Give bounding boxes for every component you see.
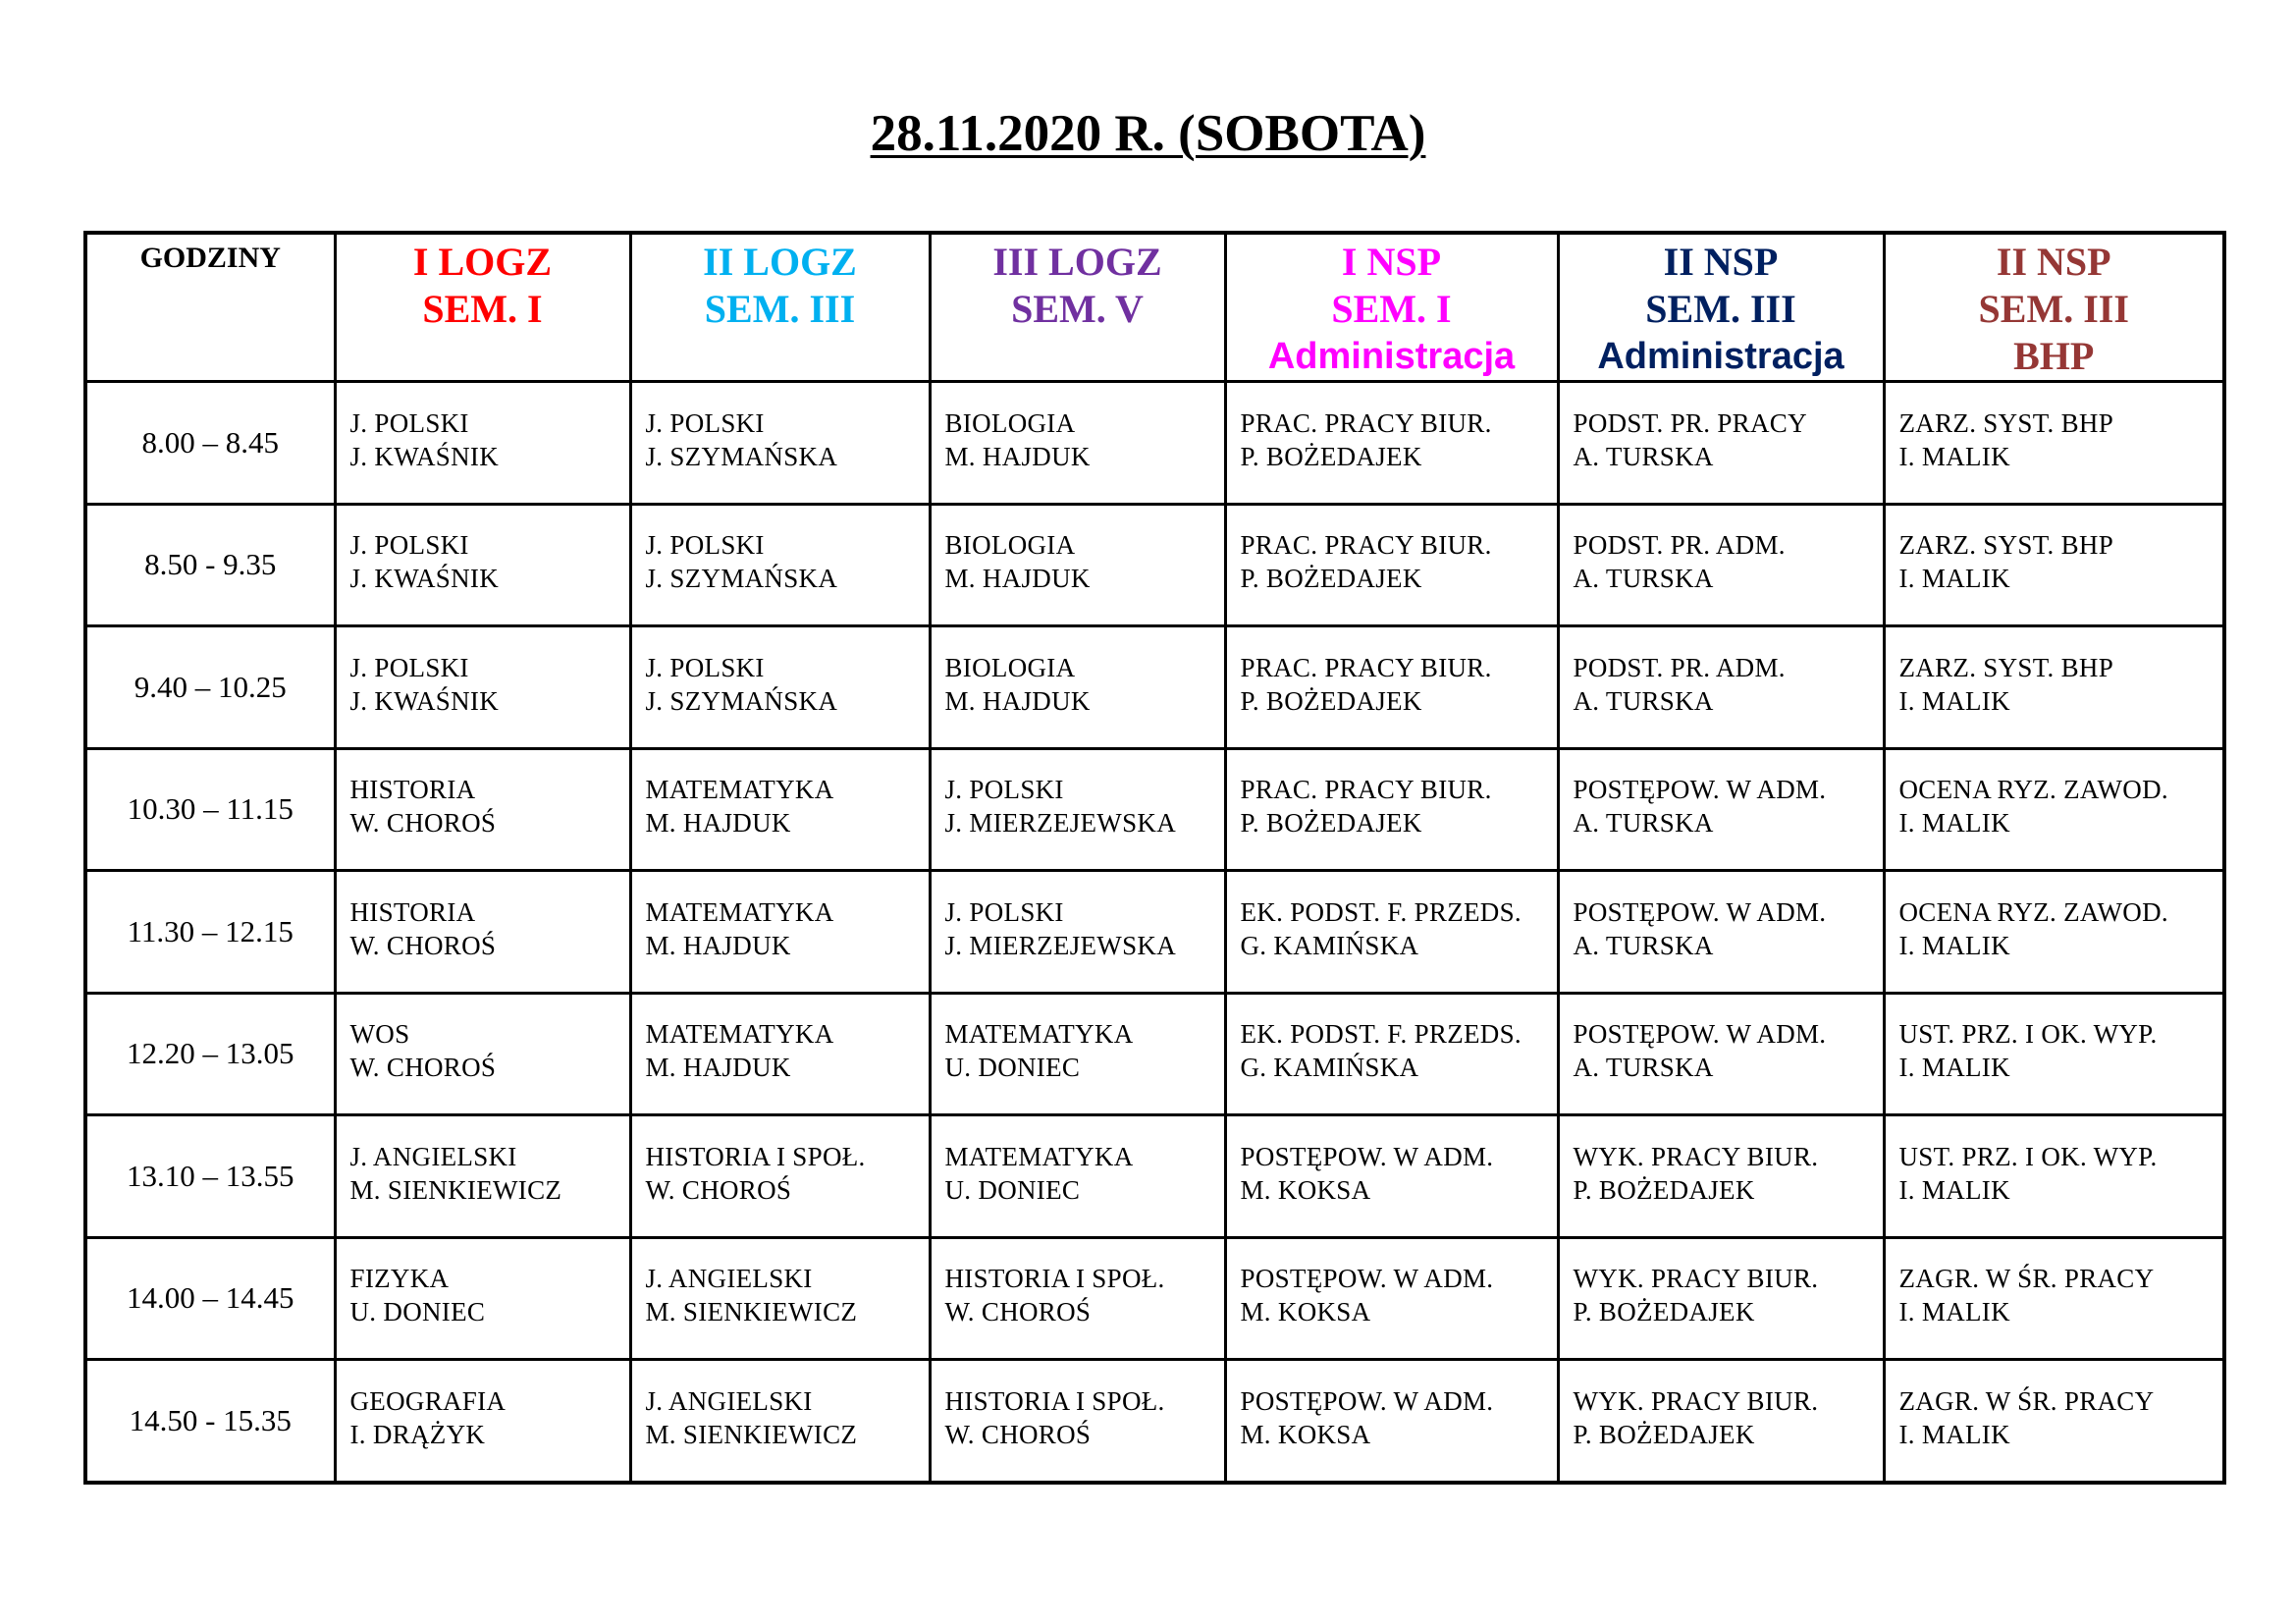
group-name: II NSP [1663, 240, 1779, 284]
schedule-row [85, 626, 2224, 749]
teacher-name: W. CHOROŚ [645, 1174, 792, 1205]
subject-name: J. POLSKI [349, 652, 469, 682]
time-slot: 11.30 – 12.15 [85, 871, 335, 994]
teacher-name: M. HAJDUK [645, 1053, 791, 1083]
teacher-name: A. TURSKA [1573, 564, 1714, 594]
lesson-cell [1884, 626, 2224, 749]
lesson-cell [1558, 382, 1884, 505]
subject-name: PODST. PR. PRACY [1573, 407, 1807, 438]
teacher-name: I. MALIK [1898, 441, 2010, 471]
subject-name: PODST. PR. ADM. [1573, 530, 1786, 561]
subject-name: WYK. PRACY BIUR. [1573, 1141, 1819, 1171]
lesson-cell [630, 626, 930, 749]
subject-name: GEOGRAFIA [349, 1386, 507, 1417]
group-name: III LOGZ [992, 240, 1162, 284]
subject-name: WOS [349, 1019, 410, 1050]
teacher-name: I. MALIK [1898, 564, 2010, 594]
teacher-name: M. KOKSA [1240, 1174, 1371, 1205]
group-header [335, 233, 630, 382]
teacher-name: M. HAJDUK [944, 441, 1091, 471]
lesson-cell [1558, 1115, 1884, 1238]
lesson-cell [335, 748, 630, 871]
lesson-cell [1884, 993, 2224, 1115]
lesson-cell [1225, 1360, 1558, 1483]
schedule-row [85, 504, 2224, 626]
subject-name: J. ANGIELSKI [349, 1141, 517, 1171]
subject-name: MATEMATYKA [944, 1141, 1134, 1171]
teacher-name: A. TURSKA [1573, 1053, 1714, 1083]
subject-name: UST. PRZ. I OK. WYP. [1898, 1019, 2158, 1050]
group-name: II LOGZ [703, 240, 857, 284]
lesson-cell [930, 993, 1225, 1115]
subject-name: J. POLSKI [349, 530, 469, 561]
hours-header: GODZINY [85, 233, 335, 382]
teacher-name: I. MALIK [1898, 1053, 2010, 1083]
group-specialization: Administracja [1597, 336, 1844, 377]
subject-name: WYK. PRACY BIUR. [1573, 1264, 1819, 1294]
teacher-name: J. KWAŚNIK [349, 441, 499, 471]
lesson-cell [1884, 748, 2224, 871]
lesson-cell [1558, 626, 1884, 749]
group-name: I NSP [1341, 240, 1442, 284]
lesson-cell [630, 748, 930, 871]
teacher-name: W. CHOROŚ [944, 1420, 1092, 1450]
subject-name: UST. PRZ. I OK. WYP. [1898, 1141, 2158, 1171]
teacher-name: I. MALIK [1898, 1174, 2010, 1205]
subject-name: J. POLSKI [944, 775, 1064, 805]
teacher-name: U. DONIEC [944, 1174, 1081, 1205]
teacher-name: P. BOŻEDAJEK [1573, 1174, 1755, 1205]
lesson-cell [1225, 504, 1558, 626]
subject-name: J. POLSKI [645, 530, 765, 561]
lesson-cell [930, 1360, 1225, 1483]
subject-name: HISTORIA I SPOŁ. [944, 1264, 1165, 1294]
subject-name: EK. PODST. F. PRZEDS. [1240, 1019, 1522, 1050]
lesson-cell [1225, 382, 1558, 505]
subject-name: PODST. PR. ADM. [1573, 652, 1786, 682]
time-slot: 9.40 – 10.25 [85, 626, 335, 749]
time-slot: 10.30 – 11.15 [85, 748, 335, 871]
teacher-name: U. DONIEC [944, 1053, 1081, 1083]
teacher-name: A. TURSKA [1573, 685, 1714, 716]
teacher-name: A. TURSKA [1573, 441, 1714, 471]
lesson-cell [335, 626, 630, 749]
teacher-name: P. BOŻEDAJEK [1240, 685, 1422, 716]
subject-name: MATEMATYKA [645, 775, 834, 805]
teacher-name: W. CHOROŚ [349, 808, 497, 839]
subject-name: J. POLSKI [349, 407, 469, 438]
group-name: II NSP [1996, 240, 2111, 284]
lesson-cell [1884, 1115, 2224, 1238]
lesson-cell [1884, 504, 2224, 626]
schedule-table [83, 231, 2226, 1485]
lesson-cell [1225, 993, 1558, 1115]
subject-name: PRAC. PRACY BIUR. [1240, 775, 1492, 805]
subject-name: PRAC. PRACY BIUR. [1240, 652, 1492, 682]
subject-name: ZARZ. SYST. BHP [1898, 652, 2114, 682]
teacher-name: M. HAJDUK [944, 564, 1091, 594]
lesson-cell [630, 1360, 930, 1483]
time-slot: 8.00 – 8.45 [85, 382, 335, 505]
teacher-name: J. SZYMAŃSKA [645, 564, 838, 594]
subject-name: ZARZ. SYST. BHP [1898, 407, 2114, 438]
lesson-cell [630, 382, 930, 505]
group-semester: SEM. III [1978, 287, 2129, 331]
lesson-cell [1558, 504, 1884, 626]
lesson-cell [630, 1115, 930, 1238]
header-row [85, 233, 2224, 382]
lesson-cell [1884, 382, 2224, 505]
lesson-cell [1558, 1237, 1884, 1360]
subject-name: MATEMATYKA [645, 1019, 834, 1050]
lesson-cell [930, 1237, 1225, 1360]
teacher-name: J. SZYMAŃSKA [645, 441, 838, 471]
page-title-text: 28.11.2020 R. (SOBOTA) [870, 105, 1426, 162]
subject-name: ZAGR. W ŚR. PRACY [1898, 1386, 2155, 1417]
subject-name: J. ANGIELSKI [645, 1264, 813, 1294]
teacher-name: J. KWAŚNIK [349, 685, 499, 716]
group-semester: SEM. III [1645, 287, 1796, 331]
group-name: I LOGZ [412, 240, 553, 284]
schedule-row [85, 993, 2224, 1115]
group-semester: SEM. III [704, 287, 856, 331]
lesson-cell [1558, 871, 1884, 994]
teacher-name: P. BOŻEDAJEK [1240, 564, 1422, 594]
subject-name: J. POLSKI [645, 652, 765, 682]
subject-name: HISTORIA [349, 896, 476, 927]
teacher-name: M. KOKSA [1240, 1297, 1371, 1327]
lesson-cell [930, 504, 1225, 626]
teacher-name: W. CHOROŚ [349, 1053, 497, 1083]
lesson-cell [1884, 1237, 2224, 1360]
teacher-name: J. SZYMAŃSKA [645, 685, 838, 716]
lesson-cell [335, 504, 630, 626]
teacher-name: P. BOŻEDAJEK [1240, 441, 1422, 471]
subject-name: OCENA RYZ. ZAWOD. [1898, 775, 2168, 805]
lesson-cell [1225, 626, 1558, 749]
teacher-name: P. BOŻEDAJEK [1240, 808, 1422, 839]
lesson-cell [335, 871, 630, 994]
group-header [930, 233, 1225, 382]
lesson-cell [335, 1360, 630, 1483]
subject-name: J. POLSKI [944, 896, 1064, 927]
time-slot: 8.50 - 9.35 [85, 504, 335, 626]
subject-name: POSTĘPOW. W ADM. [1573, 1019, 1827, 1050]
teacher-name: I. MALIK [1898, 930, 2010, 960]
teacher-name: M. HAJDUK [645, 808, 791, 839]
lesson-cell [1225, 871, 1558, 994]
teacher-name: G. KAMIŃSKA [1240, 930, 1419, 960]
subject-name: POSTĘPOW. W ADM. [1240, 1141, 1494, 1171]
group-semester: SEM. I [1331, 287, 1452, 331]
subject-name: HISTORIA I SPOŁ. [944, 1386, 1165, 1417]
lesson-cell [630, 1237, 930, 1360]
group-specialization: BHP [2013, 334, 2095, 378]
time-slot: 12.20 – 13.05 [85, 993, 335, 1115]
subject-name: BIOLOGIA [944, 530, 1076, 561]
group-header [1225, 233, 1558, 382]
teacher-name: M. KOKSA [1240, 1420, 1371, 1450]
subject-name: POSTĘPOW. W ADM. [1573, 896, 1827, 927]
subject-name: EK. PODST. F. PRZEDS. [1240, 896, 1522, 927]
teacher-name: P. BOŻEDAJEK [1573, 1420, 1755, 1450]
subject-name: FIZYKA [349, 1264, 450, 1294]
lesson-cell [335, 382, 630, 505]
lesson-cell [335, 1237, 630, 1360]
teacher-name: I. MALIK [1898, 1297, 2010, 1327]
subject-name: PRAC. PRACY BIUR. [1240, 407, 1492, 438]
subject-name: HISTORIA [349, 775, 476, 805]
lesson-cell [630, 504, 930, 626]
subject-name: OCENA RYZ. ZAWOD. [1898, 896, 2168, 927]
teacher-name: I. DRĄŻYK [349, 1420, 486, 1450]
time-slot: 14.50 - 15.35 [85, 1360, 335, 1483]
teacher-name: I. MALIK [1898, 808, 2010, 839]
time-slot: 13.10 – 13.55 [85, 1115, 335, 1238]
teacher-name: M. SIENKIEWICZ [349, 1174, 562, 1205]
subject-name: ZAGR. W ŚR. PRACY [1898, 1264, 2155, 1294]
teacher-name: M. SIENKIEWICZ [645, 1420, 858, 1450]
teacher-name: A. TURSKA [1573, 930, 1714, 960]
lesson-cell [930, 871, 1225, 994]
lesson-cell [335, 993, 630, 1115]
subject-name: MATEMATYKA [944, 1019, 1134, 1050]
subject-name: PRAC. PRACY BIUR. [1240, 530, 1492, 561]
lesson-cell [930, 1115, 1225, 1238]
teacher-name: P. BOŻEDAJEK [1573, 1297, 1755, 1327]
teacher-name: W. CHOROŚ [349, 930, 497, 960]
schedule-row [85, 382, 2224, 505]
subject-name: HISTORIA I SPOŁ. [645, 1141, 866, 1171]
lesson-cell [1558, 748, 1884, 871]
subject-name: ZARZ. SYST. BHP [1898, 530, 2114, 561]
lesson-cell [630, 871, 930, 994]
teacher-name: J. MIERZEJEWSKA [944, 808, 1176, 839]
teacher-name: M. HAJDUK [645, 930, 791, 960]
subject-name: J. POLSKI [645, 407, 765, 438]
lesson-cell [1225, 1237, 1558, 1360]
subject-name: MATEMATYKA [645, 896, 834, 927]
lesson-cell [1225, 748, 1558, 871]
lesson-cell [335, 1115, 630, 1238]
lesson-cell [930, 382, 1225, 505]
lesson-cell [930, 748, 1225, 871]
teacher-name: U. DONIEC [349, 1297, 486, 1327]
subject-name: POSTĘPOW. W ADM. [1240, 1386, 1494, 1417]
lesson-cell [1884, 871, 2224, 994]
lesson-cell [930, 626, 1225, 749]
group-header [1884, 233, 2224, 382]
lesson-cell [1884, 1360, 2224, 1483]
teacher-name: M. HAJDUK [944, 685, 1091, 716]
schedule-row [85, 1115, 2224, 1238]
schedule-row [85, 1237, 2224, 1360]
subject-name: WYK. PRACY BIUR. [1573, 1386, 1819, 1417]
subject-name: POSTĘPOW. W ADM. [1573, 775, 1827, 805]
subject-name: POSTĘPOW. W ADM. [1240, 1264, 1494, 1294]
lesson-cell [1558, 993, 1884, 1115]
schedule-row [85, 748, 2224, 871]
teacher-name: J. KWAŚNIK [349, 564, 499, 594]
subject-name: J. ANGIELSKI [645, 1386, 813, 1417]
teacher-name: G. KAMIŃSKA [1240, 1053, 1419, 1083]
teacher-name: M. SIENKIEWICZ [645, 1297, 858, 1327]
lesson-cell [1558, 1360, 1884, 1483]
teacher-name: I. MALIK [1898, 1420, 2010, 1450]
teacher-name: A. TURSKA [1573, 808, 1714, 839]
group-specialization: Administracja [1267, 336, 1516, 377]
teacher-name: J. MIERZEJEWSKA [944, 930, 1176, 960]
group-header [1558, 233, 1884, 382]
subject-name: BIOLOGIA [944, 407, 1076, 438]
schedule-body [85, 382, 2224, 1484]
group-semester: SEM. V [1011, 287, 1144, 331]
lesson-cell [1225, 1115, 1558, 1238]
subject-name: BIOLOGIA [944, 652, 1076, 682]
schedule-row [85, 871, 2224, 994]
teacher-name: W. CHOROŚ [944, 1297, 1092, 1327]
schedule-row [85, 1360, 2224, 1483]
page-title [0, 104, 2296, 163]
teacher-name: I. MALIK [1898, 685, 2010, 716]
group-header [630, 233, 930, 382]
time-slot: 14.00 – 14.45 [85, 1237, 335, 1360]
lesson-cell [630, 993, 930, 1115]
group-semester: SEM. I [422, 287, 543, 331]
